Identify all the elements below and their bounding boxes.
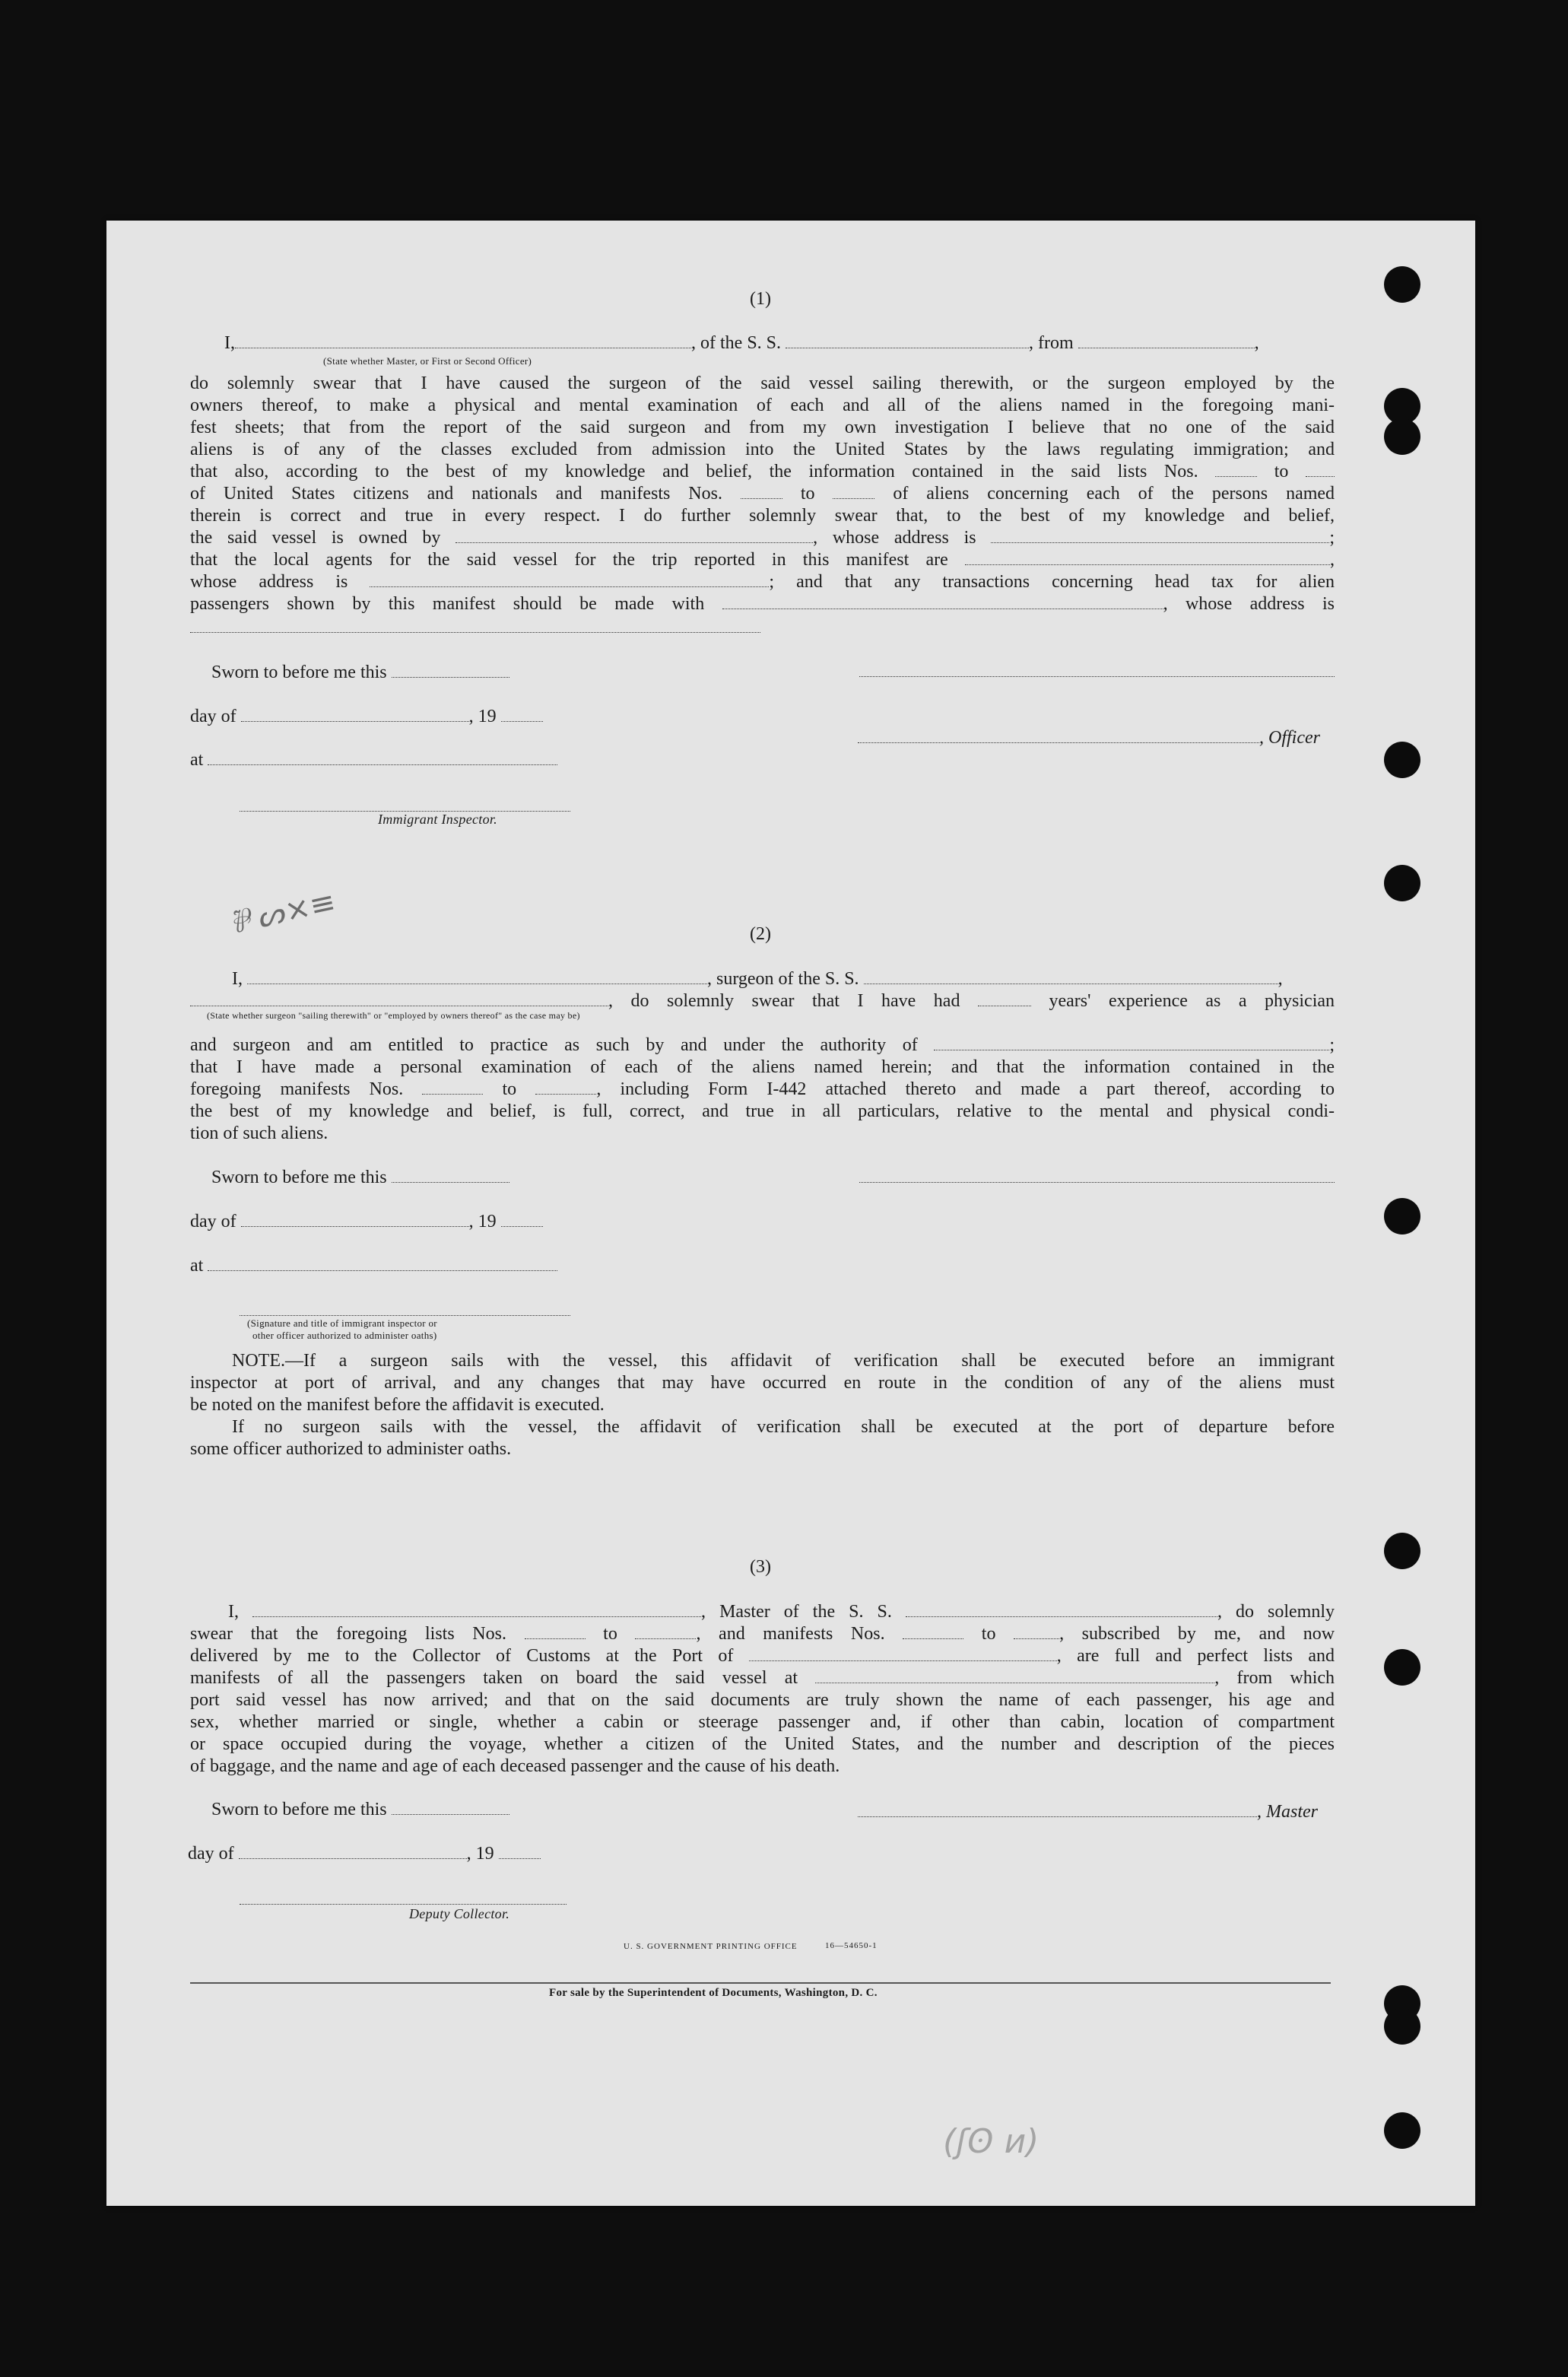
s3-master-line: , Master: [858, 1801, 1337, 1823]
s1-line-4: aliens is of any of the classes excluded from admission into the United States by the laws regulating immigration; and: [190, 440, 1335, 459]
binder-hole-5: [1384, 865, 1420, 901]
binder-hole-11: [1384, 2112, 1420, 2149]
section-1-number: (1): [750, 289, 771, 309]
s1-inspector-caption: Immigrant Inspector.: [378, 812, 497, 827]
s1-officer-signature-line-1: [859, 675, 1335, 677]
s1-line-11: passengers shown by this manifest should be made with , whose address is: [190, 594, 1335, 614]
s1-line-5: that also, according to the best of my knowledge and belief, the information contained in the said lists Nos. to: [190, 461, 1335, 483]
s2-note-line-2: inspector at port of arrival, and any changes that may have occurred en route in the condition of any of the aliens must: [190, 1373, 1335, 1393]
s1-line-7: therein is correct and true in every respect. I do further solemnly swear that, to the best of my knowledge and belief,: [190, 506, 1335, 526]
section-2-number: (2): [750, 924, 771, 944]
s1-at-line: at: [190, 749, 570, 771]
s2-inspector-signature-line: [240, 1314, 570, 1316]
s2-note-line-1: NOTE.—If a surgeon sails with the vessel, this affidavit of verification shall be executed before an immigrant: [232, 1351, 1335, 1371]
binder-hole-6: [1384, 1198, 1420, 1235]
s3-deputy-caption: Deputy Collector.: [409, 1906, 510, 1921]
s2-signature-caption-2: other officer authorized to administer oaths): [252, 1330, 437, 1341]
s3-day-line: day of , 19: [188, 1843, 568, 1865]
handwritten-mark: ⅌ ᔕ×≡: [226, 884, 339, 942]
s2-note-line-4: If no surgeon sails with the vessel, the affidavit of verification shall be executed at the port of departure before: [232, 1417, 1335, 1437]
binder-hole-1: [1384, 266, 1420, 303]
form-code: 16—54650-1: [825, 1941, 878, 1950]
s1-day-line: day of , 19: [190, 706, 570, 728]
s2-sworn-line: Sworn to before me this: [211, 1167, 592, 1189]
s1-address-line: [190, 631, 760, 633]
s1-line-8: the said vessel is owned by , whose address is ;: [190, 528, 1335, 548]
s2-line-4: the best of my knowledge and belief, is full, correct, and true in all particulars, relative to the mental and physical condi-: [190, 1101, 1335, 1121]
binder-hole-8: [1384, 1649, 1420, 1686]
s1-line-10: whose address is ; and that any transactions concerning head tax for alien: [190, 572, 1335, 592]
footer-rule: [190, 1982, 1331, 1984]
s3-line-4: port said vessel has now arrived; and that on the said documents are truly shown the name of each passenger, his age and: [190, 1690, 1335, 1710]
s1-opening-line: I, , of the S. S. , from ,: [224, 333, 1259, 353]
s3-line-7: of baggage, and the name and age of each deceased passenger and the cause of his death.: [190, 1756, 840, 1776]
s1-line-3: fest sheets; that from the report of the said surgeon and from my own investigation I believe that no one of the said: [190, 418, 1335, 437]
s2-opening-line: I, , surgeon of the S. S. ,: [232, 969, 1283, 989]
s3-line-1: swear that the foregoing lists Nos. to , and manifests Nos. to , subscribed by me, and now: [190, 1624, 1335, 1644]
binder-hole-7: [1384, 1533, 1420, 1569]
s2-day-line: day of , 19: [190, 1211, 570, 1233]
sale-notice: For sale by the Superintendent of Documents, Washington, D. C.: [549, 1987, 878, 1999]
s2-line-1: and surgeon and am entitled to practice as such by and under the authority of ;: [190, 1035, 1335, 1055]
s1-officer-caption: (State whether Master, or First or Second Officer): [323, 355, 532, 367]
s3-sworn-line: Sworn to before me this: [211, 1799, 592, 1821]
s3-line-5: sex, whether married or single, whether a cabin or steerage passenger and, if other than cabin, location of compartment: [190, 1712, 1335, 1732]
s3-opening-line: I, , Master of the S. S. , do solemnly: [228, 1602, 1335, 1622]
binder-hole-10: [1384, 2008, 1420, 2045]
s2-at-line: at: [190, 1255, 570, 1277]
s2-signature-line: [859, 1181, 1335, 1183]
s1-officer-line: , Officer: [858, 727, 1337, 749]
printing-office-label: U. S. GOVERNMENT PRINTING OFFICE: [624, 1942, 798, 1951]
s3-line-2: delivered by me to the Collector of Customs at the Port of , are full and perfect lists and: [190, 1646, 1335, 1666]
s3-deputy-signature-line: [240, 1903, 567, 1905]
s3-line-6: or space occupied during the voyage, whether a citizen of the United States, and the number and description of the pieces: [190, 1734, 1335, 1754]
s2-note-line-5: some officer authorized to administer oaths.: [190, 1439, 512, 1459]
s2-line-3: foregoing manifests Nos. to , including Form I-442 attached thereto and made a part thereof, according to: [190, 1079, 1335, 1099]
binder-hole-4: [1384, 742, 1420, 778]
s2-swear-line: , do solemnly swear that I have had years' experience as a physician: [190, 990, 1335, 1012]
s1-sworn-line: Sworn to before me this: [211, 662, 592, 684]
s1-line-6: of United States citizens and nationals and manifests Nos. to of aliens concerning each of the persons named: [190, 484, 1335, 504]
s1-line-9: that the local agents for the said vessel for the trip reported in this manifest are ,: [190, 550, 1335, 570]
s2-note-line-3: be noted on the manifest before the affidavit is executed.: [190, 1395, 605, 1415]
s2-line-2: that I have made a personal examination of each of the aliens named herein; and that the information contained in the: [190, 1057, 1335, 1077]
s2-surgeon-caption: (State whether surgeon "sailing therewith" or "employed by owners thereof" as the case may be): [207, 1010, 580, 1021]
s1-line-1: do solemnly swear that I have caused the surgeon of the said vessel sailing therewith, or the surgeon employed by the: [190, 373, 1335, 393]
s3-line-3: manifests of all the passengers taken on board the said vessel at , from which: [190, 1668, 1335, 1688]
binder-hole-3: [1384, 418, 1420, 455]
s2-signature-caption-1: (Signature and title of immigrant inspector or: [247, 1317, 437, 1329]
s1-line-2: owners thereof, to make a physical and mental examination of each and all of the aliens named in the foregoing mani-: [190, 396, 1335, 415]
pencil-notation: (ʃʘ ᴎ): [943, 2122, 1040, 2161]
s2-line-5: tion of such aliens.: [190, 1123, 329, 1143]
section-3-number: (3): [750, 1557, 771, 1577]
